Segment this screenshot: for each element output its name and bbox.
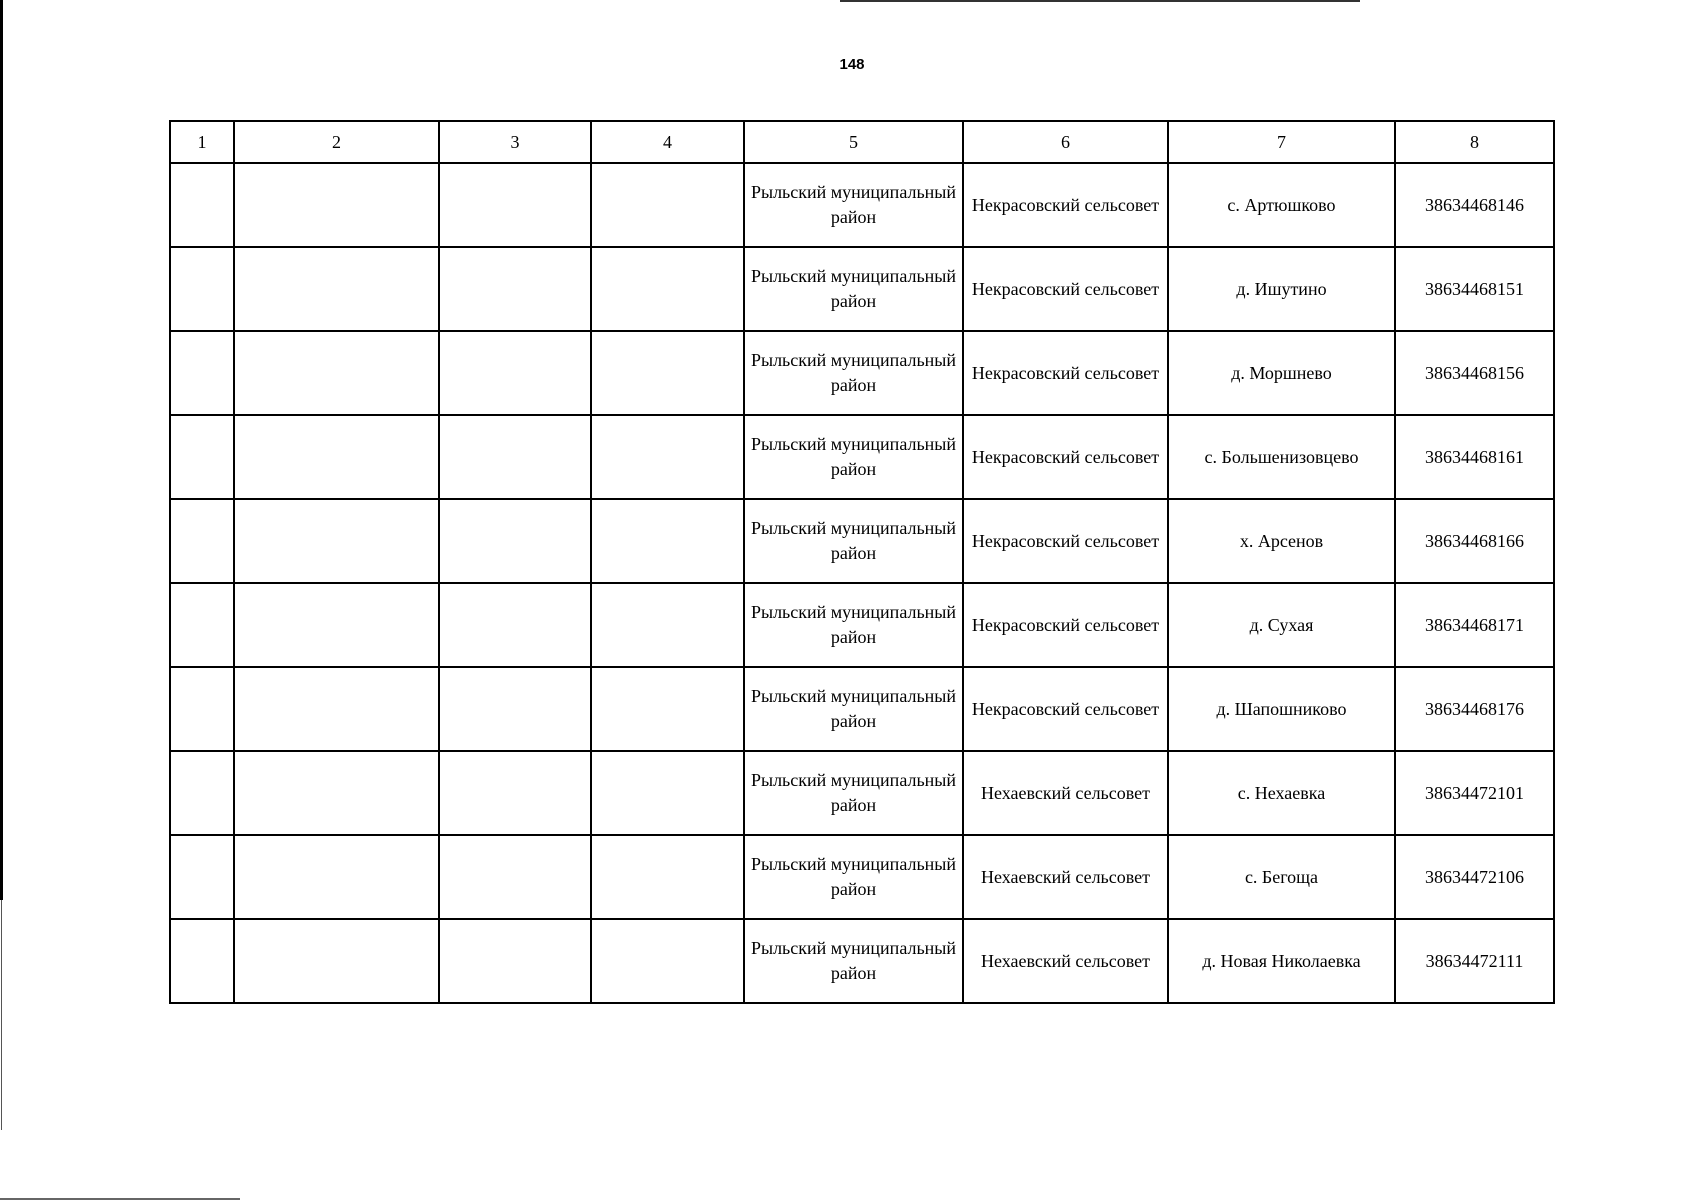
cell-col-1 bbox=[170, 247, 234, 331]
cell-code: 38634468166 bbox=[1395, 499, 1554, 583]
cell-col-4 bbox=[591, 163, 744, 247]
cell-col-2 bbox=[234, 415, 439, 499]
column-header-1: 1 bbox=[170, 121, 234, 163]
cell-col-3 bbox=[439, 919, 591, 1003]
cell-col-2 bbox=[234, 667, 439, 751]
cell-district: Рыльский муниципальный район bbox=[744, 667, 963, 751]
column-header-2: 2 bbox=[234, 121, 439, 163]
cell-code: 38634468176 bbox=[1395, 667, 1554, 751]
cell-col-2 bbox=[234, 835, 439, 919]
cell-council: Нехаевский сельсовет bbox=[963, 751, 1168, 835]
cell-code: 38634472101 bbox=[1395, 751, 1554, 835]
cell-settlement: х. Арсенов bbox=[1168, 499, 1395, 583]
column-header-3: 3 bbox=[439, 121, 591, 163]
cell-council: Нехаевский сельсовет bbox=[963, 919, 1168, 1003]
cell-col-3 bbox=[439, 583, 591, 667]
cell-district: Рыльский муниципальный район bbox=[744, 163, 963, 247]
cell-col-1 bbox=[170, 163, 234, 247]
cell-col-3 bbox=[439, 247, 591, 331]
cell-council: Некрасовский сельсовет bbox=[963, 247, 1168, 331]
cell-col-4 bbox=[591, 247, 744, 331]
cell-district: Рыльский муниципальный район bbox=[744, 751, 963, 835]
cell-district: Рыльский муниципальный район bbox=[744, 583, 963, 667]
cell-col-4 bbox=[591, 751, 744, 835]
cell-col-4 bbox=[591, 583, 744, 667]
cell-council: Нехаевский сельсовет bbox=[963, 835, 1168, 919]
cell-col-3 bbox=[439, 835, 591, 919]
cell-council: Некрасовский сельсовет bbox=[963, 331, 1168, 415]
cell-settlement: д. Новая Николаевка bbox=[1168, 919, 1395, 1003]
column-header-7: 7 bbox=[1168, 121, 1395, 163]
cell-col-2 bbox=[234, 331, 439, 415]
cell-code: 38634468151 bbox=[1395, 247, 1554, 331]
cell-col-4 bbox=[591, 415, 744, 499]
column-header-5: 5 bbox=[744, 121, 963, 163]
table-row bbox=[170, 331, 1554, 415]
table-row bbox=[170, 835, 1554, 919]
cell-col-2 bbox=[234, 499, 439, 583]
cell-code: 38634468161 bbox=[1395, 415, 1554, 499]
cell-district: Рыльский муниципальный район bbox=[744, 415, 963, 499]
cell-settlement: д. Моршнево bbox=[1168, 331, 1395, 415]
cell-col-4 bbox=[591, 499, 744, 583]
cell-col-1 bbox=[170, 751, 234, 835]
cell-settlement: д. Ишутино bbox=[1168, 247, 1395, 331]
cell-col-4 bbox=[591, 331, 744, 415]
cell-col-2 bbox=[234, 247, 439, 331]
page-number: 148 bbox=[839, 56, 865, 73]
cell-col-4 bbox=[591, 919, 744, 1003]
column-header-8: 8 bbox=[1395, 121, 1554, 163]
cell-col-1 bbox=[170, 583, 234, 667]
cell-col-2 bbox=[234, 163, 439, 247]
cell-district: Рыльский муниципальный район bbox=[744, 331, 963, 415]
cell-code: 38634468171 bbox=[1395, 583, 1554, 667]
cell-settlement: д. Сухая bbox=[1168, 583, 1395, 667]
cell-col-1 bbox=[170, 919, 234, 1003]
cell-code: 38634468146 bbox=[1395, 163, 1554, 247]
cell-settlement: с. Бегоща bbox=[1168, 835, 1395, 919]
cell-col-3 bbox=[439, 331, 591, 415]
table-row bbox=[170, 247, 1554, 331]
cell-council: Некрасовский сельсовет bbox=[963, 415, 1168, 499]
cell-col-2 bbox=[234, 919, 439, 1003]
table-row bbox=[170, 163, 1554, 247]
table-row bbox=[170, 919, 1554, 1003]
table-row bbox=[170, 499, 1554, 583]
cell-district: Рыльский муниципальный район bbox=[744, 835, 963, 919]
table-header-row bbox=[170, 121, 1554, 163]
cell-district: Рыльский муниципальный район bbox=[744, 919, 963, 1003]
cell-col-3 bbox=[439, 415, 591, 499]
scan-edge-left-lower bbox=[1, 900, 2, 1130]
cell-col-4 bbox=[591, 667, 744, 751]
cell-code: 38634472106 bbox=[1395, 835, 1554, 919]
cell-col-1 bbox=[170, 499, 234, 583]
scan-edge-top bbox=[840, 0, 1360, 2]
scan-edge-left bbox=[0, 0, 3, 900]
cell-council: Некрасовский сельсовет bbox=[963, 499, 1168, 583]
cell-code: 38634468156 bbox=[1395, 331, 1554, 415]
cell-settlement: с. Артюшково bbox=[1168, 163, 1395, 247]
cell-settlement: с. Нехаевка bbox=[1168, 751, 1395, 835]
cell-district: Рыльский муниципальный район bbox=[744, 499, 963, 583]
cell-council: Некрасовский сельсовет bbox=[963, 163, 1168, 247]
cell-council: Некрасовский сельсовет bbox=[963, 583, 1168, 667]
cell-settlement: д. Шапошниково bbox=[1168, 667, 1395, 751]
table-row bbox=[170, 751, 1554, 835]
cell-col-3 bbox=[439, 667, 591, 751]
cell-col-1 bbox=[170, 667, 234, 751]
cell-col-3 bbox=[439, 751, 591, 835]
cell-col-4 bbox=[591, 835, 744, 919]
cell-col-3 bbox=[439, 499, 591, 583]
cell-col-3 bbox=[439, 163, 591, 247]
cell-council: Некрасовский сельсовет bbox=[963, 667, 1168, 751]
cell-district: Рыльский муниципальный район bbox=[744, 247, 963, 331]
cell-code: 38634472111 bbox=[1395, 919, 1554, 1003]
table-row bbox=[170, 667, 1554, 751]
cell-col-2 bbox=[234, 751, 439, 835]
cell-col-1 bbox=[170, 835, 234, 919]
table-row bbox=[170, 415, 1554, 499]
column-header-4: 4 bbox=[591, 121, 744, 163]
cell-col-1 bbox=[170, 331, 234, 415]
cell-settlement: с. Большенизовцево bbox=[1168, 415, 1395, 499]
column-header-6: 6 bbox=[963, 121, 1168, 163]
table-row bbox=[170, 583, 1554, 667]
cell-col-2 bbox=[234, 583, 439, 667]
cell-col-1 bbox=[170, 415, 234, 499]
settlements-table bbox=[169, 120, 1555, 1004]
